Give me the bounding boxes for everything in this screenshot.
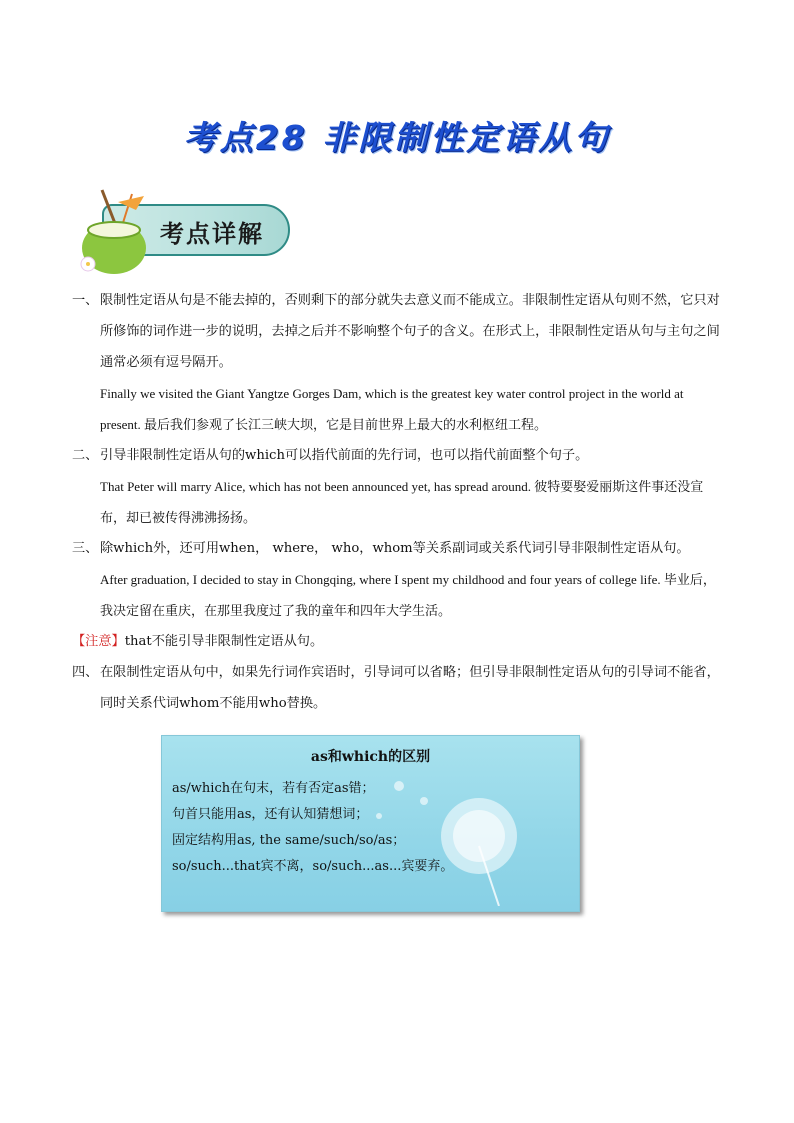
tip-box	[161, 735, 580, 912]
tip-line: 句首只能用as，还有认知猜想词；	[172, 807, 369, 822]
section-text: 引导非限制性定语从句的which可以指代前面的先行词，也可以指代前面整个句子。	[100, 448, 589, 463]
tip-line: so/such...that宾不离，so/such...as...宾要弃。	[172, 859, 454, 874]
tip-line: as/which在句末，若有否定as错；	[172, 781, 375, 796]
section-number: 二、	[72, 448, 99, 463]
example-sentence: After graduation, I decided to stay in Chongqing, where I spent my childhood and four years of college life. 毕业后，我决定留在重庆，在那里我度过了我的童年和四年大学生活。	[100, 572, 716, 618]
example-sentence: Finally we visited the Giant Yangtze Gorges Dam, which is the greatest key water control project in the world at present. 最后我们参观了长江三峡大坝，它是目前世界上最大的水利枢纽工程。	[100, 386, 684, 432]
section-4	[72, 657, 724, 719]
section-number: 一、	[72, 293, 99, 308]
content	[72, 285, 724, 719]
section-1	[72, 285, 724, 440]
section-text: 除which外，还可用when， where， who，whom等关系副词或关系代词引导非限制性定语从句。	[100, 541, 690, 556]
tip-line: 固定结构用as, the same/such/so/as；	[172, 833, 406, 848]
note-label: 【注意】	[72, 634, 125, 649]
section-2	[72, 440, 724, 533]
section-text: 在限制性定语从句中，如果先行词作宾语时，引导词可以省略；但引导非限制性定语从句的引导词不能省，同时关系代词whom不能用who替换。	[100, 665, 720, 711]
page-title: 考点28 非限制性定语从句	[183, 118, 611, 157]
tip-box-lines	[172, 776, 453, 880]
section-3	[72, 533, 724, 626]
example-sentence: That Peter will marry Alice, which has not been announced yet, has spread around. 彼特要娶爱丽斯这件事还没宣布，却已被传得沸沸扬扬。	[100, 479, 704, 525]
banner-label: 考点详解	[160, 219, 264, 248]
section-number: 四、	[72, 665, 99, 680]
tip-box-title: as和which的区别	[310, 749, 431, 765]
section-banner	[72, 186, 290, 276]
section-number: 三、	[72, 541, 99, 556]
section-text: 限制性定语从句是不能去掉的，否则剩下的部分就失去意义而不能成立。非限制性定语从句则不然，它只对所修饰的词作进一步的说明，去掉之后并不影响整个句子的含义。在形式上，非限制性定语从句与主句之间通常必须有逗号隔开。	[100, 293, 720, 370]
note	[72, 626, 724, 657]
note-text: that不能引导非限制性定语从句。	[124, 634, 324, 649]
coconut-drink-icon	[72, 186, 152, 276]
